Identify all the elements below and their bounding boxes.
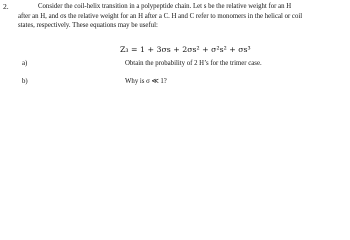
part-label: b) <box>22 78 28 85</box>
partition-function-equation: Z₃ = 1 + 3σs + 2σs² + σ²s² + σs³ <box>120 45 251 54</box>
part-text: Why is σ ≪ 1? <box>125 78 167 85</box>
problem-page <box>0 0 350 95</box>
intro-line: states, respectively. These equations may be useful: <box>18 22 158 29</box>
question-number: 2. <box>3 2 9 11</box>
question-intro <box>18 2 344 31</box>
part-text: Obtain the probability of 2 H’s for the trimer case. <box>125 60 262 67</box>
intro-line: Consider the coil-helix transition in a polypeptide chain. Let s be the relative weight for an H <box>38 3 292 10</box>
intro-line: after an H, and σs the relative weight for an H after a C. H and C refer to monomers in the helical or coil <box>18 12 303 20</box>
part-label: a) <box>22 60 28 67</box>
